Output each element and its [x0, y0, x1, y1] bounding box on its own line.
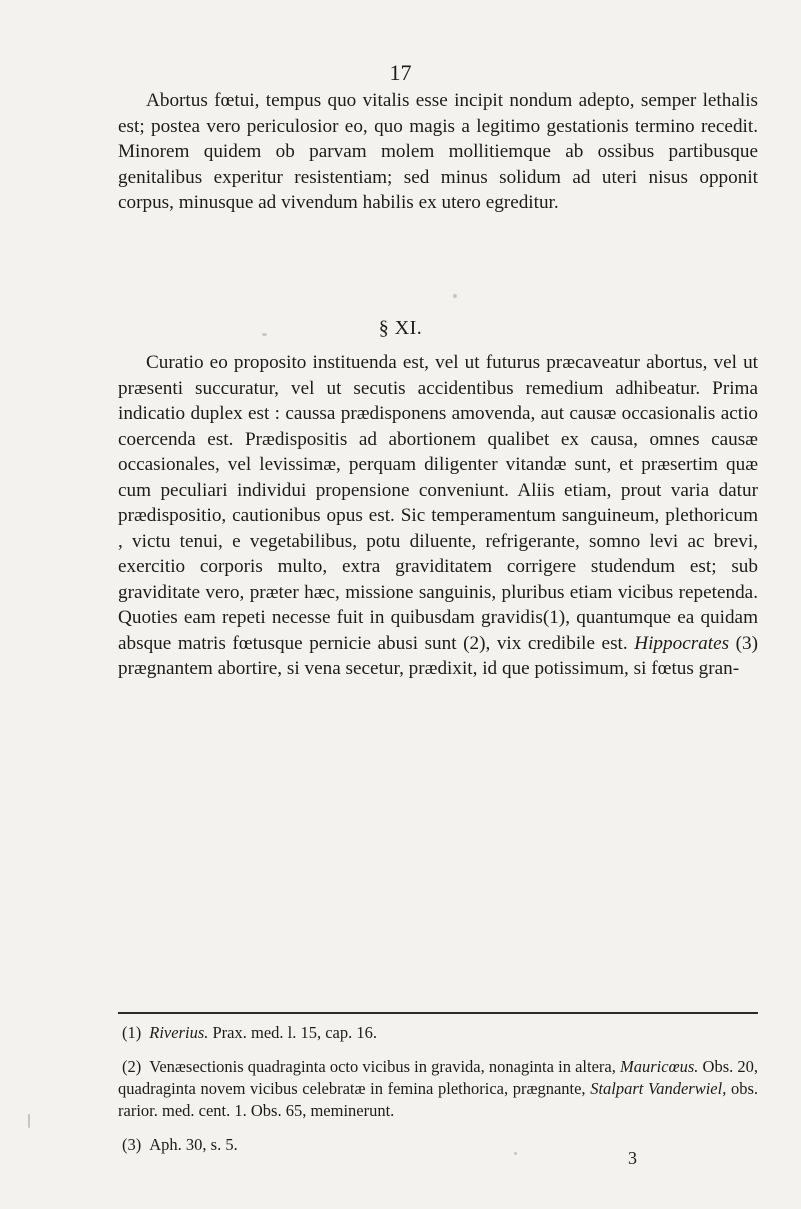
paragraph-abortus	[118, 88, 758, 216]
footnotes	[118, 1022, 758, 1168]
signature-mark: 3	[628, 1148, 637, 1168]
footnote-3	[118, 1134, 758, 1156]
footnote-mark: (1)	[122, 1023, 142, 1042]
author-name: Riverius.	[149, 1023, 209, 1042]
paragraph-text: Abortus fœtui, tempus quo vitalis esse incipit nondum adepto, semper lethalis est; postea vero periculosior eo, quo magis a legitimo gestationis termino recedit. Minorem quidem ob parvam molem mollitiemque ab ossibus partibusque genitalibus experitur resistentiam; sed minus solidum ad uteri nisus opponit corpus, minusque ad vivendum habilis ex utero egreditur.	[118, 90, 758, 213]
footnote-mark: (3)	[122, 1135, 142, 1154]
footnote-mark: (2)	[122, 1057, 142, 1076]
page-number: 17	[389, 60, 412, 85]
footnote-text: Venæsectionis quadraginta octo vicibus in gravida, nonaginta in altera,	[149, 1057, 616, 1076]
text-run: , quantumque ea quidam absque matris fœtusque pernicie abusi sunt	[118, 607, 758, 654]
text-run: Curatio eo proposito instituenda est, vel ut futurus præcaveatur abortus, vel ut præsenti succuratur, vel ut secutis accidentibus remedium adhibeatur. Prima indicatio duplex est : caussa prædisponens amovenda, aut causæ occasionalis actio coercenda est. Prædispositis ad abortionem qualibet ex causa, omnes causæ occasionales, vel levissimæ, perquam diligenter vitandæ sunt, et præsertim quæ cum peculiari individui propensione conveniunt. Aliis etiam, prout varia datur prædispositio, cautionibus opus est. Sic temperamentum sanguineum, plethoricum , victu tenui, e vegetabilibus, potu diluente, refrigerante, somno levi ac brevi, exercitio corporis multo, extra graviditatem corrigere studendum est; sub graviditate vero, præter hæc, missione sanguinis, pluribus etiam vicibus repetenda. Quoties eam repeti necesse fuit in quibusdam gravidis	[118, 352, 758, 628]
paper-spot	[28, 1114, 30, 1128]
footnote-ref: (1)	[542, 607, 566, 628]
paper-spot	[453, 294, 457, 298]
author-name: Hippocrates	[634, 632, 730, 654]
footnote-2	[118, 1056, 758, 1122]
text-run: prægnantem abortire, si vena secetur, prædixit, id que potissimum, si fœtus gran-	[118, 658, 740, 679]
footnote-text: obs. rarior. med. cent. 1. Obs. 65, meminerunt.	[118, 1079, 759, 1120]
author-name: Stalpart Vanderwiel,	[590, 1079, 727, 1098]
footnote-text: Aph. 30, s. 5.	[149, 1135, 238, 1154]
text-run: , vix credibile est.	[485, 632, 628, 654]
paragraph-curatio	[118, 350, 758, 682]
paragraph-text	[118, 350, 758, 682]
footnote-ref: (3)	[735, 632, 759, 654]
section-heading: § XI.	[378, 317, 423, 339]
author-name: Mauricœus.	[620, 1057, 699, 1076]
footnote-rule	[118, 1012, 758, 1014]
footnote-text: Obs. 20, quadraginta novem vicibus celebratæ in femina plethorica, prægnante,	[118, 1057, 759, 1098]
paper-spot	[262, 333, 267, 336]
footnote-ref: (2)	[463, 632, 486, 654]
footnote-text: Prax. med. l. 15, cap. 16.	[212, 1023, 378, 1042]
paper-spot	[514, 1152, 517, 1155]
footnote-1	[118, 1022, 758, 1044]
